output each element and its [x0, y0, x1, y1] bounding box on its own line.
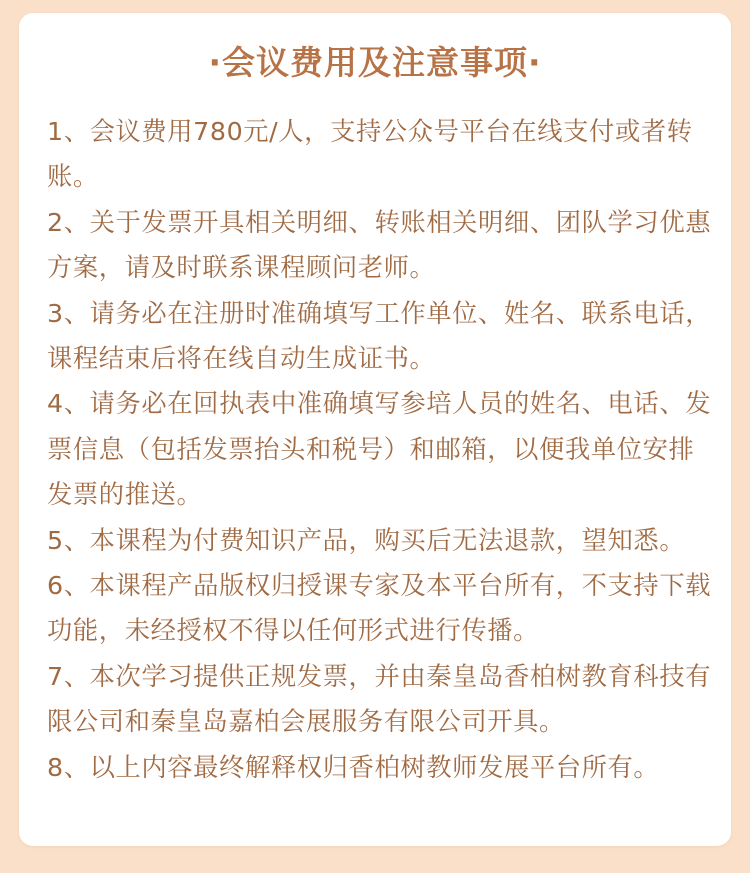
notice-list — [47, 109, 717, 790]
notice-item-7: 7、本次学习提供正规发票，并由秦皇岛香柏树教育科技有限公司和秦皇岛嘉柏会展服务有限公司开具。 — [47, 661, 712, 737]
notice-item-6: 6、本课程产品版权归授课专家及本平台所有，不支持下载功能，未经授权不得以任何形式进行传播。 — [47, 571, 712, 646]
notice-item-2: 2、关于发票开具相关明细、转账相关明细、团队学习优惠方案，请及时联系课程顾问老师。 — [47, 207, 712, 283]
notice-item-4: 4、请务必在回执表中准确填写参培人员的姓名、电话、发票信息（包括发票抬头和税号）和邮箱，以便我单位安排发票的推送。 — [47, 389, 712, 510]
notice-card — [19, 13, 731, 846]
notice-item-8: 8、以上内容最终解释权归香柏树教师发展平台所有。 — [47, 752, 660, 782]
notice-item-3: 3、请务必在注册时准确填写工作单位、姓名、联系电话，课程结束后将在线自动生成证书。 — [47, 298, 712, 374]
notice-item-5: 5、本课程为付费知识产品，购买后无法退款，望知悉。 — [47, 525, 686, 555]
notice-title: ·会议费用及注意事项· — [208, 43, 542, 82]
notice-item-1: 1、会议费用780元/人，支持公众号平台在线支付或者转账。 — [47, 117, 693, 192]
